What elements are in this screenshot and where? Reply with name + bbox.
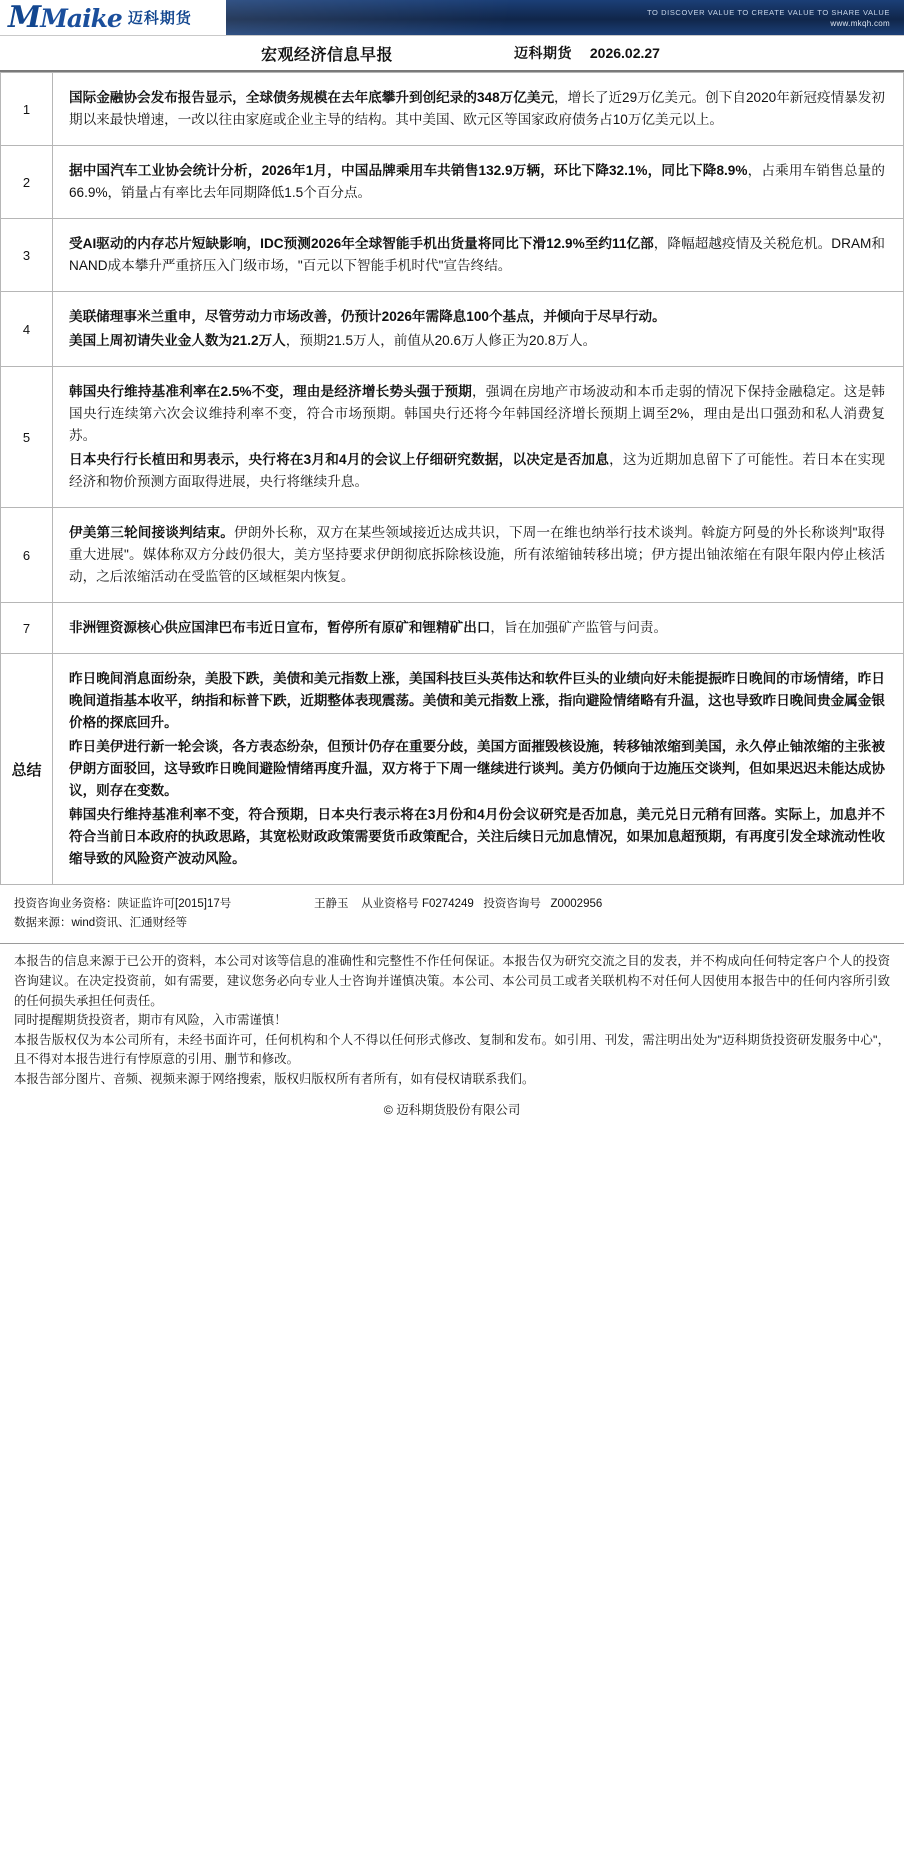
content-paragraph <box>69 449 885 493</box>
content-paragraph <box>69 668 885 734</box>
row-index: 2 <box>1 146 53 219</box>
logo-chinese-name: 迈科期货 <box>127 10 192 27</box>
highlight-text: 日本央行行长植田和男表示，央行将在3月和4月的会议上仔细研究数据，以决定是否加息 <box>69 452 610 468</box>
content-paragraph <box>69 381 885 447</box>
page-title: 宏观经济信息早报 <box>260 46 393 64</box>
body-text: 伊朗外长称，双方在某些领域接近达成共识，下周一在维也纳举行技术谈判。斡旋方阿曼的外长称谈判"取得重大进展"。媒体称双方分歧仍很大，美方坚持要求伊朗彻底拆除核设施，所有浓缩铀转移出境；伊方提出铀浓缩在有限年限内停止核活动，之后浓缩活动在受监管的区域框架内恢复。 <box>69 525 885 585</box>
source-label: 数据来源： <box>14 917 72 930</box>
report-date: 2026.02.27 <box>589 45 660 61</box>
content-paragraph <box>69 804 885 870</box>
highlight-text: 受AI驱动的内存芯片短缺影响，IDC预测2026年全球智能手机出货量将同比下滑12.9%至约11亿部 <box>69 236 654 252</box>
brand-banner <box>0 0 904 36</box>
banner-strip <box>226 0 904 35</box>
row-content <box>53 508 904 603</box>
row-content <box>53 292 904 367</box>
company-name: 迈科期货 <box>514 45 572 61</box>
disclaimer-paragraph-2: 同时提醒期货投资者，期市有风险，入市需谨慎！ <box>14 1013 287 1028</box>
row-content <box>53 367 904 508</box>
disclaimer-paragraph-3: 本报告版权仅为本公司所有，未经书面许可，任何机构和个人不得以任何形式修改、复制和发布。如引用、刊发，需注明出处为"迈科期货投资研发服务中心"，且不得对本报告进行有悖原意的引用、删节和修改。 <box>14 1032 890 1067</box>
consult-value: Z0002956 <box>550 898 603 911</box>
banner-website-url: www.mkqh.com <box>830 18 890 28</box>
highlight-text: 韩国央行维持基准利率不变，符合预期，日本央行表示将在3月份和4月份会议研究是否加息，美元兑日元稍有回落。实际上，加息并不符合当前日本政府的执政思路，其宽松财政政策需要货币政策配合，关注后续日元加息情况，如果加息超预期，有再度引发全球流动性收缩导致的风险资产波动风险。 <box>69 807 885 867</box>
content-paragraph <box>69 736 885 802</box>
highlight-text: 昨日晚间消息面纷杂，美股下跌，美债和美元指数上涨，美国科技巨头英伟达和软件巨头的业绩向好未能提振昨日晚间的市场情绪，昨日晚间道指基本收平，纳指和标普下跌，近期整体表现震荡。美债和美元指数上涨，指向避险情绪略有升温，这也导致昨日晚间贵金属金银价格的探底回升。 <box>69 671 885 731</box>
brand-logo <box>0 0 226 35</box>
consult-label: 投资咨询号 <box>483 898 541 911</box>
content-paragraph <box>69 330 885 352</box>
source-value: wind资讯、汇通财经等 <box>71 917 188 930</box>
footer-divider <box>0 943 904 944</box>
analyst-name: 王静玉 <box>314 898 349 911</box>
disclaimer-paragraph-1: 本报告的信息来源于已公开的资料，本公司对该等信息的准确性和完整性不作任何保证。本报告仅为研究交流之目的发表，并不构成向任何特定客户个人的投资咨询建议。在决定投资前，如有需要，建议您务必向专业人士咨询并谨慎决策。本公司、本公司员工或者关联机构不对任何人因使用本报告中的任何内容所引致的任何损失承担任何责任。 <box>14 954 890 1008</box>
content-paragraph <box>69 617 885 639</box>
highlight-text: 非洲锂资源核心供应国津巴布韦近日宣布，暂停所有原矿和锂精矿出口 <box>69 620 491 636</box>
row-index: 4 <box>1 292 53 367</box>
row-index: 3 <box>1 219 53 292</box>
logo-wordmark: MMaike <box>8 0 122 35</box>
highlight-text: 昨日美伊进行新一轮会谈，各方表态纷杂，但预计仍存在重要分歧，美国方面摧毁核设施，转移铀浓缩到美国，永久停止铀浓缩的主张被伊朗方面驳回，这导致昨日晚间避险情绪再度升温，双方将于下周一继续进行谈判。美方仍倾向于边施压交谈判，但如果迟迟未能达成协议，则存在变数。 <box>69 739 885 799</box>
banner-slogan: TO DISCOVER VALUE TO CREATE VALUE TO SHARE VALUE <box>646 8 890 18</box>
table-row <box>1 73 904 146</box>
content-paragraph <box>69 87 885 131</box>
license-label: 投资咨询业务资格： <box>14 898 118 911</box>
table-row <box>1 146 904 219</box>
summary-label: 总结 <box>1 654 53 885</box>
table-row <box>1 367 904 508</box>
row-content <box>53 603 904 654</box>
row-content <box>53 146 904 219</box>
license-value: 陕证监许可[2015]17号 <box>117 898 232 911</box>
copyright-line: © 迈科期货股份有限公司 <box>383 1102 521 1117</box>
body-text: ，占乘用车销售总量的66.9%，销量占有率比去年同期降低1.5个百分点。 <box>69 163 885 201</box>
content-paragraph <box>69 522 885 588</box>
highlight-text: 国际金融协会发布报告显示，全球债务规模在去年底攀升到创纪录的348万亿美元 <box>69 90 555 105</box>
row-index: 6 <box>1 508 53 603</box>
row-index: 1 <box>1 73 53 146</box>
table-row <box>1 508 904 603</box>
body-text: ，这为近期加息留下了可能性。若日本在实现经济和物价预测方面取得进展，央行将继续升息。 <box>69 452 886 490</box>
body-text: ，预期21.5万人，前值从20.6万人修正为20.8万人。 <box>285 333 597 349</box>
body-text: ，强调在房地产市场波动和本币走弱的情况下保持金融稳定。这是韩国央行连续第六次会议维持利率不变，符合市场预期。韩国央行还将今年韩国经济增长预期上调至2%，理由是出口强劲和私人消费复苏。 <box>69 384 886 444</box>
body-text: ，旨在加强矿产监管与问责。 <box>490 620 668 636</box>
table-row <box>1 219 904 292</box>
title-meta <box>514 43 904 63</box>
table-row <box>1 603 904 654</box>
table-row <box>1 654 904 885</box>
body-text: ，降幅超越疫情及关税危机。DRAM和NAND成本攀升严重挤压入门级市场，"百元以下智能手机时代"宣告终结。 <box>69 236 885 274</box>
table-row <box>1 292 904 367</box>
disclaimer-block <box>0 952 904 1099</box>
highlight-text: 美联储理事米兰重申，尽管劳动力市场改善，仍预计2026年需降息100个基点，并倾向于尽早行动。 <box>69 309 666 325</box>
analyst-cert: 从业资格号 F0274249 <box>361 898 474 911</box>
row-content <box>53 73 904 146</box>
body-text: ，增长了近29万亿美元。创下自2020年新冠疫情暴发初期以来最快增速，一改以往由家庭或企业主导的结构。其中美国、欧元区等国家政府债务占10万亿美元以上。 <box>69 90 885 128</box>
content-paragraph <box>69 160 885 204</box>
title-bar <box>0 36 904 72</box>
row-index: 5 <box>1 367 53 508</box>
highlight-text: 伊美第三轮间接谈判结束。 <box>69 525 234 541</box>
content-paragraph <box>69 306 885 328</box>
row-content <box>53 654 904 885</box>
row-index: 7 <box>1 603 53 654</box>
disclaimer-paragraph-4: 本报告部分图片、音频、视频来源于网络搜索，版权归版权所有者所有，如有侵权请联系我们。 <box>14 1071 535 1086</box>
highlight-text: 据中国汽车工业协会统计分析，2026年1月，中国品牌乘用车共销售132.9万辆，环比下降32.1%，同比下降8.9% <box>69 163 748 179</box>
footer-meta <box>0 885 904 937</box>
row-content <box>53 219 904 292</box>
highlight-text: 韩国央行维持基准利率在2.5%不变，理由是经济增长势头强于预期 <box>69 384 473 400</box>
highlight-text: 美国上周初请失业金人数为21.2万人 <box>69 333 286 349</box>
news-table <box>0 72 904 885</box>
content-paragraph <box>69 233 885 277</box>
